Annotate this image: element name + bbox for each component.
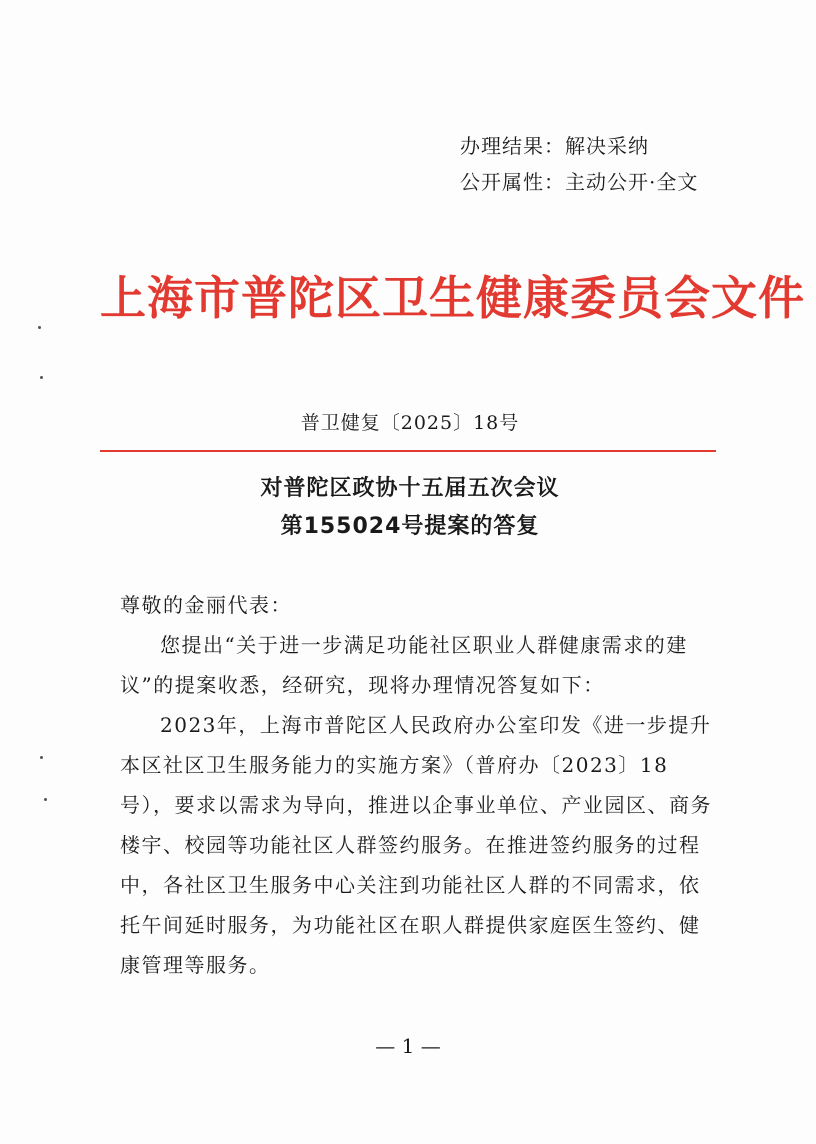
document-body — [120, 585, 720, 985]
issuer-header: 上海市普陀区卫生健康委员会文件 — [100, 271, 805, 325]
publicity-value: 主动公开·全文 — [565, 170, 699, 194]
handling-meta — [460, 128, 698, 200]
body-paragraph-1: 您提出“关于进一步满足功能社区职业人群健康需求的建议”的提案收悉，经研究，现将办理情况答复如下： — [120, 633, 688, 697]
scan-speck — [44, 798, 47, 801]
handling-result-line — [460, 128, 698, 164]
title-line-2: 第155024号提案的答复 — [280, 514, 540, 539]
page-number: — 1 — — [375, 1034, 441, 1058]
scan-speck — [38, 326, 41, 329]
publicity-line — [460, 164, 698, 200]
publicity-label: 公开属性： — [460, 170, 565, 194]
title-line-1: 对普陀区政协十五届五次会议 — [260, 476, 560, 501]
red-divider — [100, 450, 716, 452]
salutation: 尊敬的金丽代表： — [120, 593, 292, 617]
scan-speck — [40, 756, 43, 759]
document-number: 普卫健复〔2025〕18号 — [300, 412, 520, 434]
handling-result-value: 解决采纳 — [565, 134, 649, 158]
handling-result-label: 办理结果： — [460, 134, 565, 158]
scan-speck — [40, 376, 43, 379]
document-title — [100, 470, 720, 546]
body-paragraph-2: 2023年，上海市普陀区人民政府办公室印发《进一步提升本区社区卫生服务能力的实施方案》（普府办〔2023〕18号），要求以需求为导向，推进以企事业单位、产业园区、商务楼宇、校园等功能社区人群签约服务。在推进签约服务的过程中，各社区卫生服务中心关注到功能社区人群的不同需求，依托午间延时服务，为功能社区在职人群提供家庭医生签约、健康管理等服务。 — [120, 713, 712, 977]
